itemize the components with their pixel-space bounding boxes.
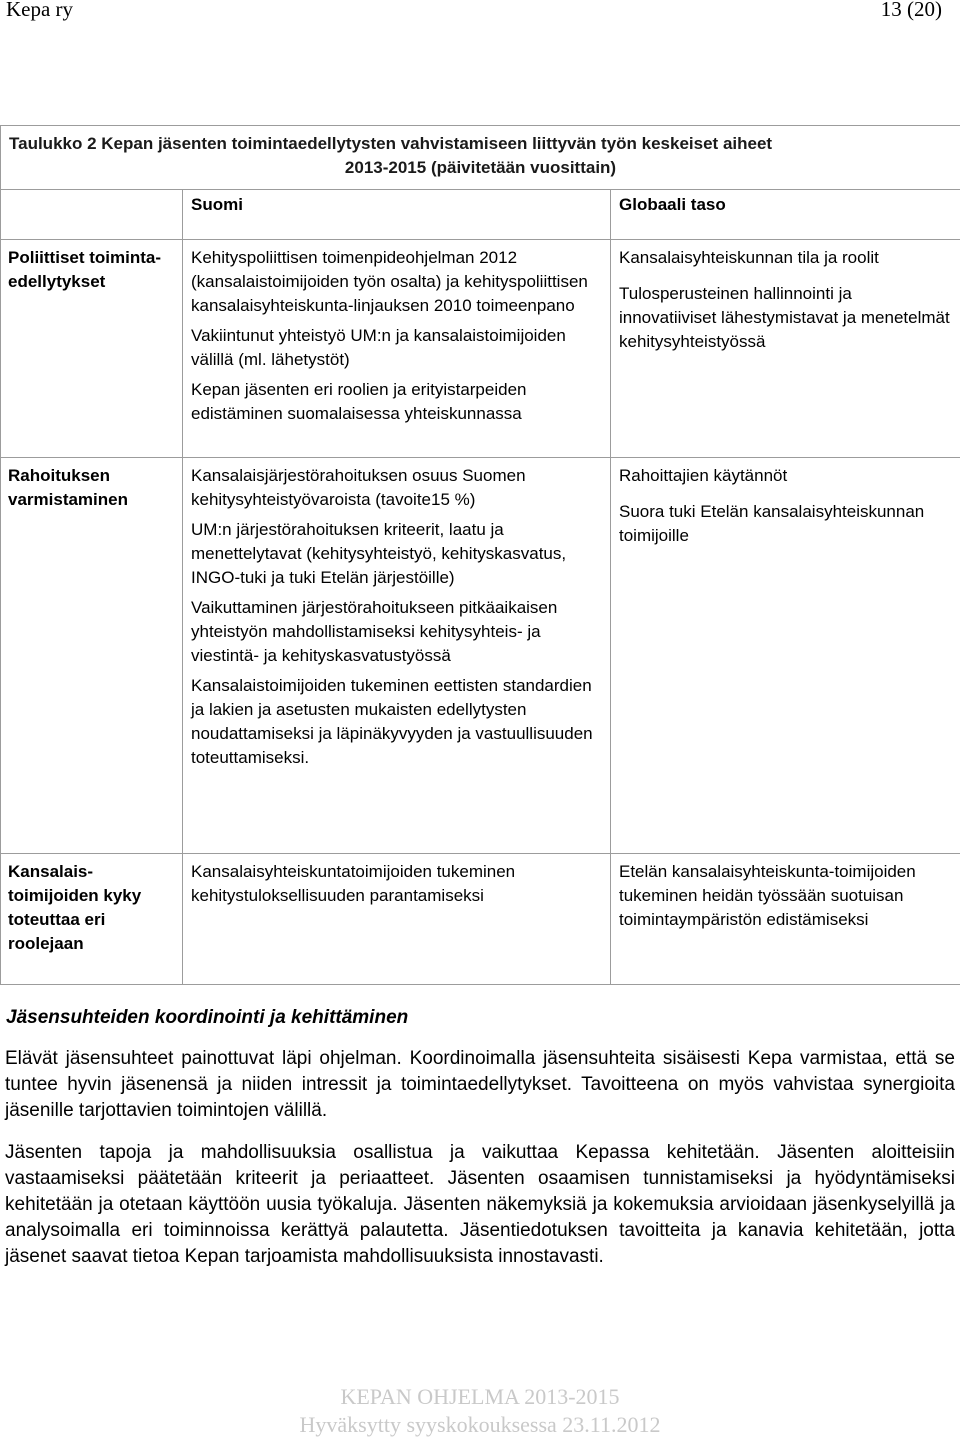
cell-item: Kepan jäsenten eri roolien ja erityistarpeiden edistäminen suomalaisessa yhteiskunnassa [191,380,527,423]
table-caption-line-1: Taulukko 2 Kepan jäsenten toimintaedellytysten vahvistamiseen liittyvän työn keskeiset aiheet [9,134,773,153]
header-page-number: 13 (20) [880,0,942,21]
cell-item: Vaikuttaminen järjestörahoitukseen pitkäaikaisen yhteistyön mahdollistamiseksi kehitysyhteis- ja viestintä- ja kehityskasvatustyössä [191,598,558,665]
body-paragraph: Elävät jäsensuhteet painottuvat läpi ohjelman. Koordinoimalla jäsensuhteita sisäisesti Kepa varmistaa, että se tuntee hyvin jäsenensä ja niiden intressit ja toimintaedellytykset. Tavoitteena on myös vahvistaa synergioita jäsenille tarjottavien toimintojen välillä. [5,1048,955,1121]
section-title: Jäsensuhteiden koordinointi ja kehittäminen [6,1007,409,1028]
footer-approval-note: Hyväksytty syyskokouksessa 23.11.2012 [299,1412,661,1437]
table-row [1,458,960,854]
header-organization: Kepa ry [6,0,74,21]
row-label-rahoitus: Rahoituksen varmistaminen [1,458,183,854]
body-paragraph: Jäsenten tapoja ja mahdollisuuksia osallistua ja vaikuttaa Kepassa kehitetään. Jäsenten aloitteisiin vastaamiseksi päätetään kriteerit ja periaatteet. Jäsenten osaamisen tunnistamiseksi ja hyödyntämiseksi kehitetään ja otetaan käyttöön uusia työkaluja. Jäsenten näkemyksiä ja kokemuksia arvioidaan jäsenkyselyillä ja analysoimalla eri toiminnoissa kerättyä palautetta. Jäsentiedotuksen tavoitteita ja kanavia kehitetään, jotta jäsenet saavat tietoa Kepan tarjoamista mahdollisuuksista innostavasti. [5,1142,955,1267]
column-header-globaali: Globaali taso [611,190,960,240]
row-label-poliittiset: Poliittiset toiminta-edellytykset [1,240,183,458]
cell-suomi [183,458,611,854]
cell-item: Tulosperusteinen hallinnointi ja innovatiiviset lähestymistavat ja menetelmät kehitysyhteistyössä [619,284,950,351]
cell-item: Kehityspoliittisen toimenpideohjelman 2012 (kansalaistoimijoiden työn osalta) ja kehityspoliittisen kansalaisyhteiskunta-linjauksen 2010 toimeenpano [191,248,588,315]
cell-suomi [183,854,611,985]
column-header-suomi: Suomi [183,190,611,240]
cell-item: Kansalaisyhteiskunnan tila ja roolit [619,248,879,267]
table-caption-row [1,126,960,190]
cell-item: Suora tuki Etelän kansalaisyhteiskunnan toimijoille [619,502,925,545]
cell-suomi [183,240,611,458]
row-label-kyky: Kansalais-toimijoiden kyky toteuttaa eri roolejaan [1,854,183,985]
table-row [1,854,960,985]
cell-item: Etelän kansalaisyhteiskunta-toimijoiden tukeminen heidän työssään suotuisan toimintaympäristön edistämiseksi [619,862,916,929]
cell-item: Rahoittajien käytännöt [619,466,788,485]
cell-item: Kansalaisjärjestörahoituksen osuus Suomen kehitysyhteistyövaroista (tavoite15 %) [191,466,526,509]
table-caption [9,132,952,180]
table-row [1,240,960,458]
footer-program-title: KEPAN OHJELMA 2013-2015 [340,1384,620,1409]
column-header-empty [1,190,183,240]
cell-item: Vakiintunut yhteistyö UM:n ja kansalaistoimijoiden välillä (ml. lähetystöt) [191,326,566,369]
table-caption-line-2: 2013-2015 (päivitetään vuosittain) [344,158,617,177]
topics-table [0,125,960,985]
cell-item: Kansalaistoimijoiden tukeminen eettisten standardien ja lakien ja asetusten mukaisten edellytysten noudattamiseksi ja läpinäkyvyyden ja vastuullisuuden toteuttamiseksi. [191,676,593,767]
table-header-row [1,190,960,240]
cell-global [611,854,960,985]
cell-item: UM:n järjestörahoituksen kriteerit, laatu ja menettelytavat (kehitysyhteistyö, kehityskasvatus, INGO-tuki ja tuki Etelän järjestöille) [191,520,567,587]
cell-global [611,240,960,458]
cell-item: Kansalaisyhteiskuntatoimijoiden tukeminen kehitystuloksellisuuden parantamiseksi [191,862,516,905]
cell-global [611,458,960,854]
